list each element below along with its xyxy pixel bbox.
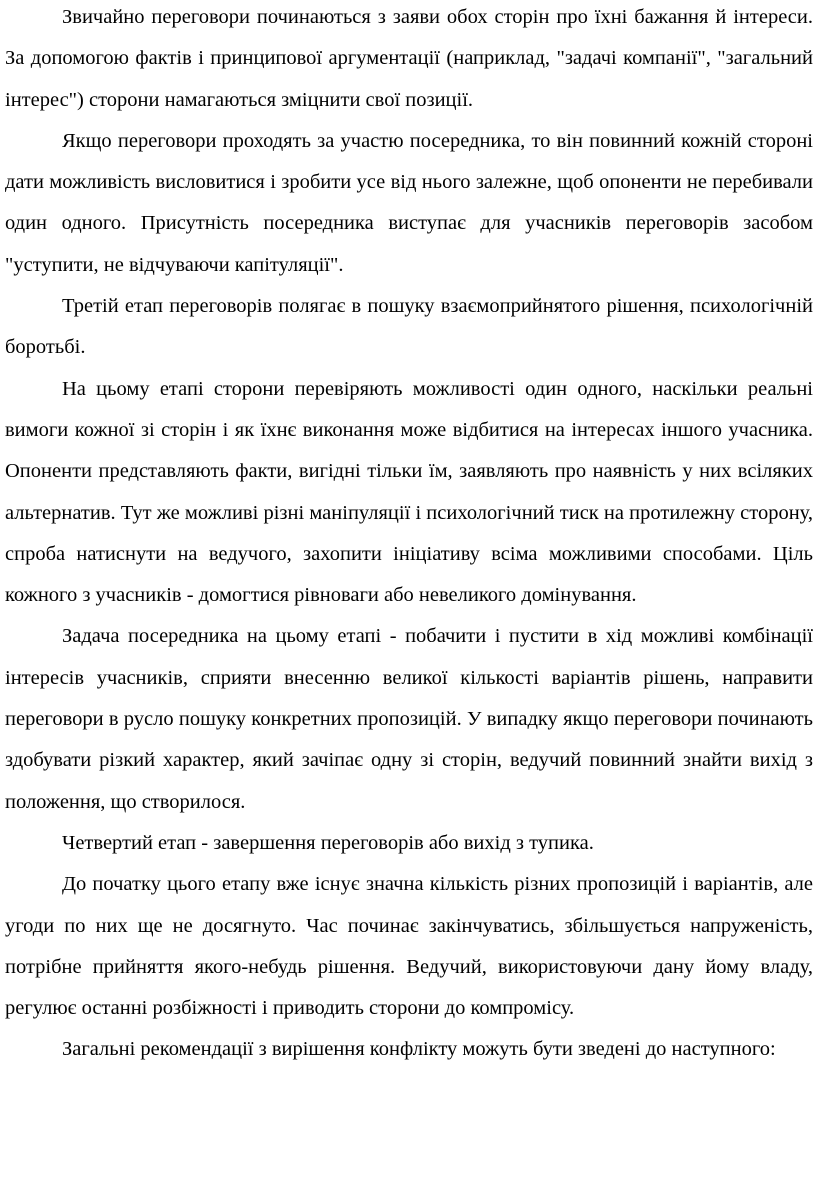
paragraph-mediator-task: Задача посередника на цьому етапі - побачити і пустити в хід можливі комбінації інтересів учасників, сприяти внесенню великої кількості варіантів рішень, направити переговори в русло пошуку конкретних пропозицій. У випадку якщо переговори починають здобувати різкий характер, який зачіпає одну зі сторін, ведучий повинний знайти вихід з положення, що створилося.: [5, 625, 813, 813]
paragraph-third-stage: Третій етап переговорів полягає в пошуку взаємоприйнятого рішення, психологічній боротьбі.: [5, 295, 813, 359]
paragraph-mediator-role: Якщо переговори проходять за участю посередника, то він повинний кожній стороні дати можливість висловитися і зробити усе від нього залежне, щоб опоненти не перебивали один одного. Присутність посередника виступає для учасників переговорів засобом "уступити, не відчуваючи капітуляції".: [5, 129, 813, 276]
paragraph-compromise: До початку цього етапу вже існує значна кількість різних пропозицій і варіантів, але угоди по них ще не досягнуто. Час починає закінчуватись, збільшується напруженість, потрібне прийняття якого-небудь рішення. Ведучий, використовуючи дану йому владу, регулює останні розбіжності і приводить сторони до компромісу.: [5, 873, 813, 1020]
paragraph-stage-testing: На цьому етапі сторони перевіряють можливості один одного, наскільки реальні вимоги кожної зі сторін і як їхнє виконання може відбитися на інтересах іншого учасника. Опоненти представляють факти, вигідні тільки їм, заявляють про наявність у них всіляких альтернатив. Тут же можливі різні маніпуляції і психологічний тиск на протилежну сторону, спроба натиснути на ведучого, захопити ініціативу всіма можливими способами. Ціль кожного з учасників - домогтися рівноваги або невеликого домінування.: [5, 377, 813, 607]
paragraph-fourth-stage: Четвертий етап - завершення переговорів або вихід з тупика.: [62, 831, 594, 854]
paragraph-recommendations: Загальні рекомендації з вирішення конфлікту можуть бути зведені до наступного:: [62, 1038, 776, 1061]
paragraph-opening-statements: Звичайно переговори починаються з заяви обох сторін про їхні бажання й інтереси. За допомогою фактів і принципової аргументації (наприклад, "задачі компанії", "загальний інтерес") сторони намагаються зміцнити свої позиції.: [5, 6, 813, 111]
